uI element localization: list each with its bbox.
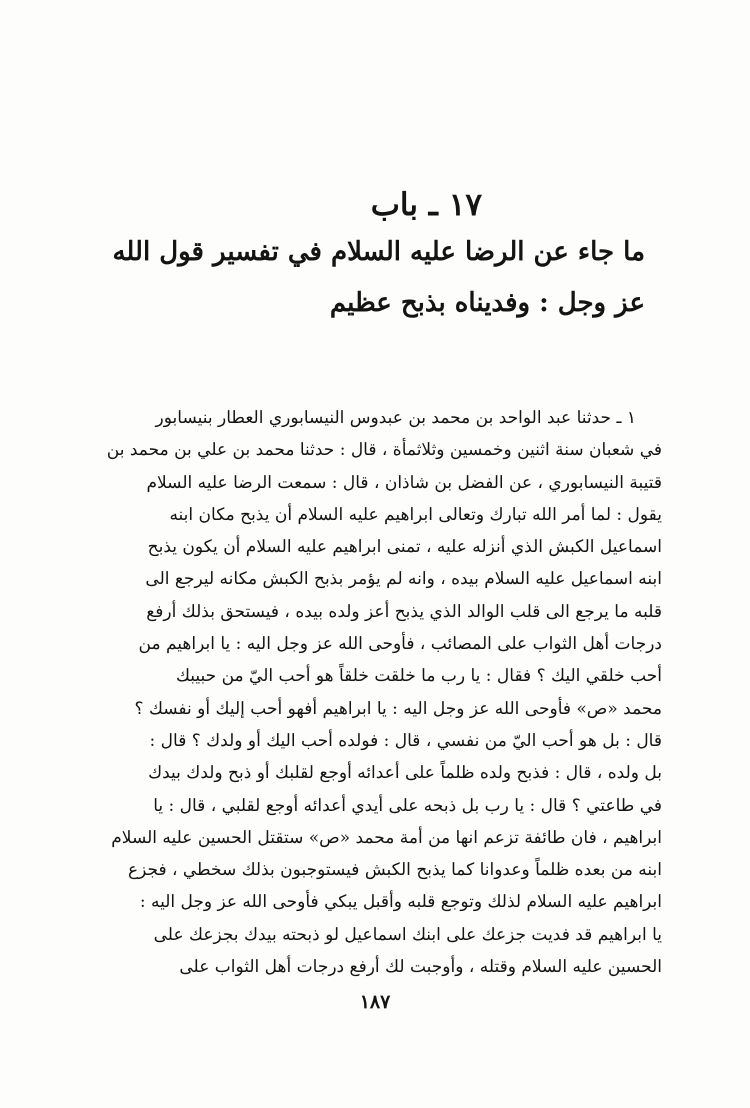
body-line: ابنه من بعده ظلماً وعدوانا كما يذبح الكبش فيستوجبون بذلك سخطي ، فجزع <box>127 860 662 881</box>
body-line: محمد «ص» فأوحى الله عز وجل اليه : يا ابراهيم أفهو أحب إليك أو نفسك ؟ <box>134 698 662 719</box>
body-line: ابنه اسماعيل عليه السلام بيده ، وانه لم يؤمر بذبح الكبش مكانه ليرجع الى <box>145 569 662 590</box>
body-line: ابراهيم ، فان طائفة تزعم انها من أمة محمد «ص» ستقتل الحسين عليه السلام <box>111 827 662 848</box>
body-line: يا ابراهيم قد فديت جزعك على ابنك اسماعيل لو ذبحته بيدك بجزعك على <box>153 924 662 945</box>
body-line: في طاعتي ؟ قال : يا رب بل ذبحه على أيدي أعدائه أوجع لقلبي ، قال : يا <box>153 795 662 816</box>
body-line: قلبه ما يرجع الى قلب الوالد الذي يذبح أعز ولده بيده ، فيستحق بذلك أرفع <box>146 601 662 622</box>
body-line: أحب خلقي اليك ؟ فقال : يا رب ما خلقت خلقاً هو أحب اليّ من حبيبك <box>175 666 662 687</box>
page-number: ١٨٧ <box>359 991 391 1013</box>
chapter-number: ١٧ ـ باب <box>370 187 482 223</box>
body-line: درجات أهل الثواب على المصائب ، فأوحى الله عز وجل اليه : يا ابراهيم من <box>138 634 662 655</box>
body-line: ابراهيم عليه السلام لذلك وتوجع قلبه وأقبل يبكي فأوحى الله عز وجل اليه : <box>139 892 662 913</box>
body-line: في شعبان سنة اثنين وخمسين وثلاثمأة ، قال : حدثنا محمد بن علي بن محمد بن <box>106 440 662 461</box>
body-line: ١ ـ حدثنا عبد الواحد بن محمد بن عبدوس النيسابوري العطار بنيسابور <box>155 408 636 428</box>
chapter-title-line-1: ما جاء عن الرضا عليه السلام في تفسير قول الله <box>112 237 645 267</box>
body-line: قتيبة النيسابوري ، عن الفضل بن شاذان ، قال : سمعت الرضا عليه السلام <box>146 472 662 493</box>
body-line: بل ولده ، قال : فذبح ولده ظلماً على أعدائه أوجع لقلبك أو ذبح ولدك بيدك <box>148 763 662 784</box>
body-line: قال : بل هو أحب اليّ من نفسي ، قال : فولده أحب اليك أو ولدك ؟ قال : <box>149 730 662 751</box>
body-text <box>106 402 662 983</box>
body-line: يقول : لما أمر الله تبارك وتعالى ابراهيم عليه السلام أن يذبح مكان ابنه <box>169 504 662 525</box>
body-line: اسماعيل الكبش الذي أنزله عليه ، تمنى ابراهيم عليه السلام أن يكون يذبح <box>147 537 662 558</box>
chapter-title-line-2: عز وجل : وفديناه بذبح عظيم <box>329 288 645 318</box>
body-line: الحسين عليه السلام وقتله ، وأوجبت لك أرفع درجات أهل الثواب على <box>179 957 662 978</box>
